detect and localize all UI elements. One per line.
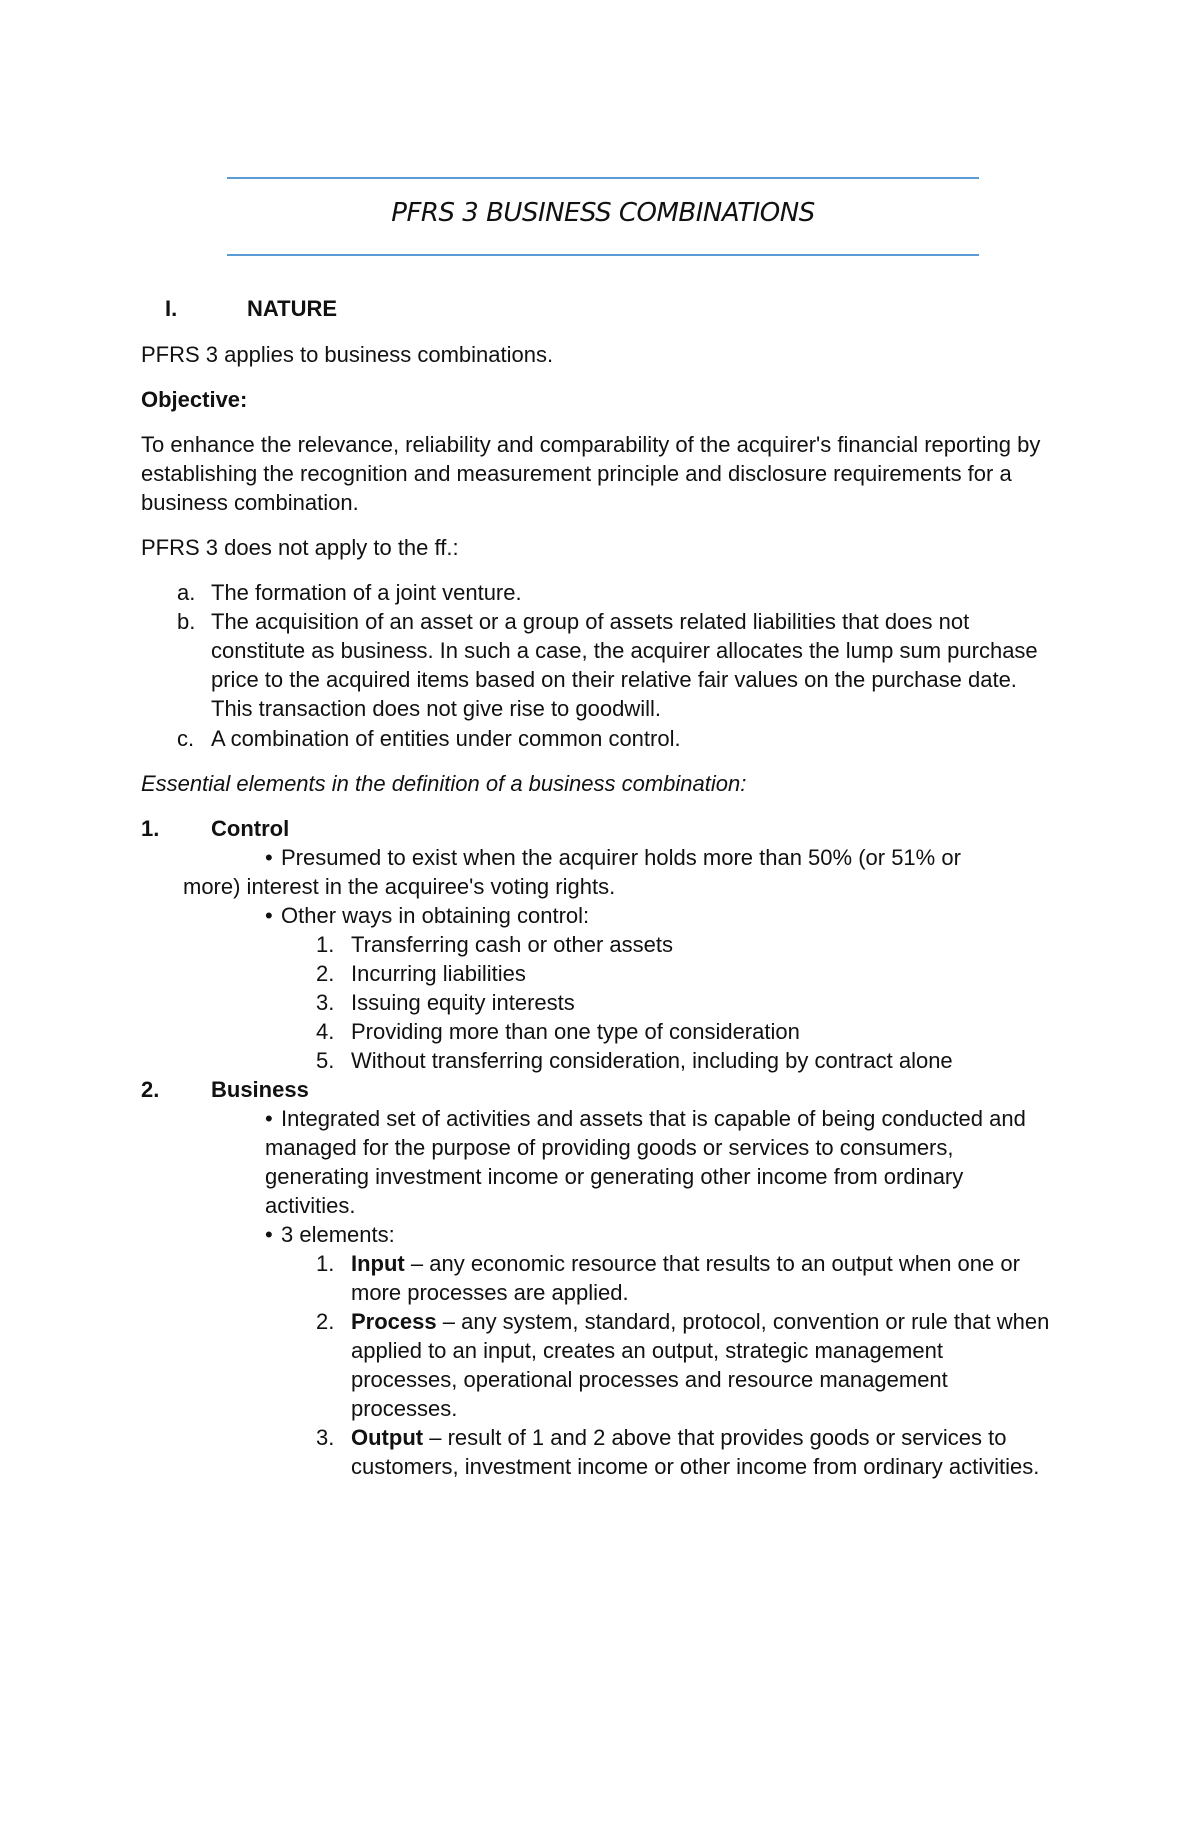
list-marker: 2. [316,961,335,986]
term-output: Output [351,1425,424,1450]
term-process: Process [351,1309,437,1334]
list-item [351,1249,1051,1307]
term-process-definition: – any system, standard, protocol, convention or rule that when applied to an input, creates an output, strategic management processes, operational processes and resource management processes. [351,1309,1050,1421]
term-output-definition: – result of 1 and 2 above that provides goods or services to customers, investment income or other income from ordinary activities. [351,1425,1040,1479]
list-marker: c. [177,726,195,751]
list-item [351,1307,1051,1423]
list-item: A combination of entities under common control. [211,726,681,751]
essential-heading: Essential elements in the definition of a business combination: [141,771,747,796]
control-bullet-1: Presumed to exist when the acquirer holds more than 50% (or 51% or [281,845,961,870]
objective-text: To enhance the relevance, reliability and comparability of the acquirer's financial reporting by establishing the recognition and measurement principle and disclosure requirements for a business combination. [141,432,1041,515]
element-title-business: Business [211,1077,309,1102]
element-number: 2. [141,1077,160,1102]
title-top-rule [227,177,979,179]
not-apply-intro: PFRS 3 does not apply to the ff.: [141,535,459,560]
list-item: Without transferring consideration, including by contract alone [351,1048,953,1073]
list-item [351,1423,1061,1481]
bullet-icon: • [265,903,273,928]
bullet-icon: • [265,845,273,870]
term-input: Input [351,1251,405,1276]
intro-text: PFRS 3 applies to business combinations. [141,342,554,367]
element-number: 1. [141,816,160,841]
list-item: Issuing equity interests [351,990,575,1015]
list-marker: b. [177,609,196,634]
bullet-icon: • [265,1222,273,1247]
list-item: The formation of a joint venture. [211,580,522,605]
list-marker: 3. [316,1425,335,1450]
business-bullet-1: Integrated set of activities and assets that is capable of being conducted and managed for the purpose of providing goods or services to consumers, generating investment income or generating other income from ordinary activities. [265,1106,1026,1218]
term-input-definition: – any economic resource that results to an output when one or more processes are applied. [351,1251,1020,1305]
list-marker: 1. [316,1251,335,1276]
list-marker: 3. [316,990,335,1015]
objective-label: Objective: [141,387,248,412]
list-marker: 2. [316,1309,335,1334]
list-marker: 4. [316,1019,335,1044]
section-heading: NATURE [247,296,338,321]
control-bullet-1-cont: more) interest in the acquiree's voting rights. [183,874,616,899]
control-bullet-2: Other ways in obtaining control: [281,903,590,928]
list-item: Providing more than one type of consideration [351,1019,800,1044]
list-item: Transferring cash or other assets [351,932,673,957]
element-title-control: Control [211,816,290,841]
list-marker: a. [177,580,196,605]
bullet-icon: • [265,1106,273,1131]
list-item: Incurring liabilities [351,961,526,986]
section-number: I. [165,296,178,321]
document-title: PFRS 3 BUSINESS COMBINATIONS [391,198,815,228]
title-bottom-rule [227,254,979,256]
business-bullet-2: 3 elements: [281,1222,395,1247]
list-marker: 1. [316,932,335,957]
list-marker: 5. [316,1048,335,1073]
list-item: The acquisition of an asset or a group of assets related liabilities that does not constitute as business. In such a case, the acquirer allocates the lump sum purchase price to the acquired items based on their relative fair values on the purchase date. This transaction does not give rise to goodwill. [211,609,1038,721]
